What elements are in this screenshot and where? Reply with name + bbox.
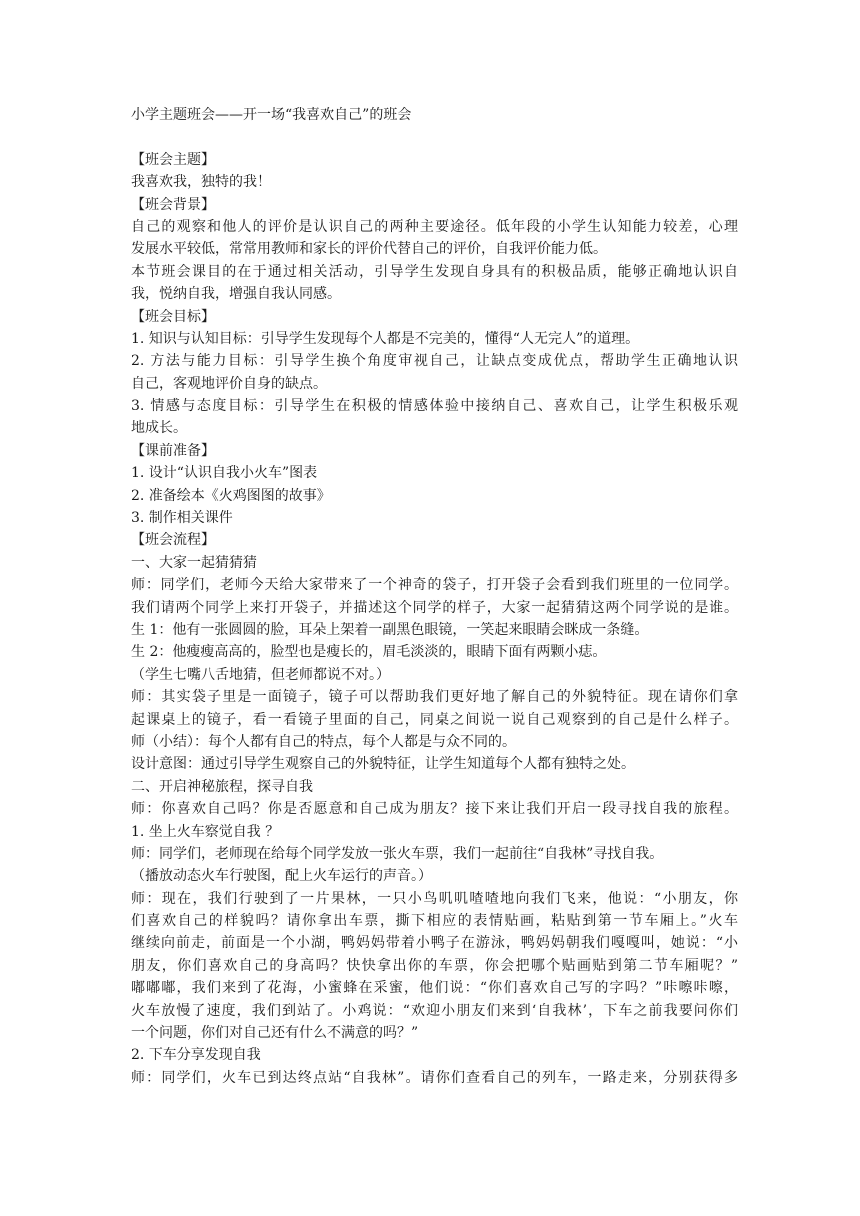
text-line: 起课桌上的镜子，看一看镜子里面的自己，同桌之间说一说自己观察到的自己是什么样子。 [131,711,738,728]
text-line: 生 1：他有一张圆圆的脸，耳朵上架着一副黑色眼镜，一笑起来眼睛会眯成一条缝。 [131,621,649,638]
text-line: 本节班会课目的在于通过相关活动，引导学生发现自身具有的积极品质，能够正确地认识自 [131,263,738,280]
text-line: 1. 知识与认知目标：引导学生发现每个人都是不完美的，懂得“人无完人”的道理。 [131,330,640,347]
text-line: 【班会背景】 [131,196,215,213]
document-title: 小学主题班会——开一场“我喜欢自己”的班会 [131,107,412,123]
text-line: 2. 下车分享发现自我 [131,1047,261,1064]
text-line: 我喜欢我，独特的我！ [131,174,271,191]
text-line: 二、开启神秘旅程，探寻自我 [131,778,313,795]
text-line: 设计意图：通过引导学生观察自己的外貌特征，让学生知道每个人都有独特之处。 [131,756,635,773]
text-line: 师：同学们，火车已到达终点站“自我林”。请你们查看自己的列车，一路走来，分别获得多 [131,1069,738,1086]
text-line: 继续向前走，前面是一个小湖，鸭妈妈带着小鸭子在游泳，鸭妈妈朝我们嘎嘎叫，她说：“小 [131,935,738,952]
text-line: 3. 制作相关课件 [131,510,233,527]
text-line: 师（小结）：每个人都有自己的特点，每个人都是与众不同的。 [131,733,516,750]
text-line: 我，悦纳自我，增强自我认同感。 [131,286,341,303]
blank-line [131,126,738,148]
text-line: 师：现在，我们行驶到了一片果林，一只小鸟叽叽喳喳地向我们飞来，他说：“小朋友，你 [131,890,738,907]
text-line: 2. 准备绘本《火鸡图图的故事》 [131,487,331,504]
text-line: （学生七嘴八舌地猜，但老师都说不对。） [131,666,390,683]
text-line: 一、大家一起猜猜猜 [131,554,257,571]
text-line: 师：同学们，老师今天给大家带来了一个神奇的袋子，打开袋子会看到我们班里的一位同学。 [131,577,738,594]
text-line: 地成长。 [131,420,187,437]
text-line: 【班会主题】 [131,151,215,168]
text-line: 自己，客观地评价自身的缺点。 [131,375,327,392]
text-line: 我们请两个同学上来打开袋子，并描述这个同学的样子，大家一起猜猜这两个同学说的是谁。 [131,599,738,616]
text-line: 1. 坐上火车察觉自我 ？ [131,823,280,840]
text-line: 3. 情感与态度目标：引导学生在积极的情感体验中接纳自己、喜欢自己，让学生积极乐观 [131,398,738,415]
document-body [131,149,738,1089]
text-line: 【课前准备】 [131,442,215,459]
text-line: 生 2：他瘦瘦高高的，脸型也是瘦长的，眉毛淡淡的，眼睛下面有两颗小痣。 [131,644,607,661]
text-line: 发展水平较低，常常用教师和家长的评价代替自己的评价，自我评价能力低。 [131,241,607,258]
text-line: 嘟嘟嘟，我们来到了花海，小蜜蜂在采蜜，他们说：“你们喜欢自己写的字吗？”咔嚓咔嚓， [131,980,738,997]
text-line: 2. 方法与能力目标：引导学生换个角度审视自己，让缺点变成优点，帮助学生正确地认识 [131,353,738,370]
text-line: 师：你喜欢自己吗？你是否愿意和自己成为朋友？接下来让我们开启一段寻找自我的旅程。 [131,801,738,818]
text-line: 一个问题，你们对自己还有什么不满意的吗？” [131,1025,419,1042]
text-line: 【班会流程】 [131,532,215,549]
text-line: 火车放慢了速度，我们到站了。小鸡说：“欢迎小朋友们来到‘自我林’，下车之前我要问你们 [131,1002,738,1019]
text-line: 师：同学们，老师现在给每个同学发放一张火车票，我们一起前往“自我林”寻找自我。 [131,845,664,862]
text-line: 师：其实袋子里是一面镜子，镜子可以帮助我们更好地了解自己的外貌特征。现在请你们拿 [131,689,738,706]
text-line: 自己的观察和他人的评价是认识自己的两种主要途径。低年段的小学生认知能力较差，心理 [131,218,738,235]
text-line: （播放动态火车行驶图，配上火车运行的声音。） [131,868,432,885]
text-line: 们喜欢自己的样貌吗？请你拿出车票，撕下相应的表情贴画，粘贴到第一节车厢上。”火车 [131,913,738,930]
text-line: 朋友，你们喜欢自己的身高吗？快快拿出你的车票，你会把哪个贴画贴到第二节车厢呢？” [131,957,738,974]
text-line: 【班会目标】 [131,308,215,325]
text-line: 1. 设计“认识自我小火车”图表 [131,465,318,482]
